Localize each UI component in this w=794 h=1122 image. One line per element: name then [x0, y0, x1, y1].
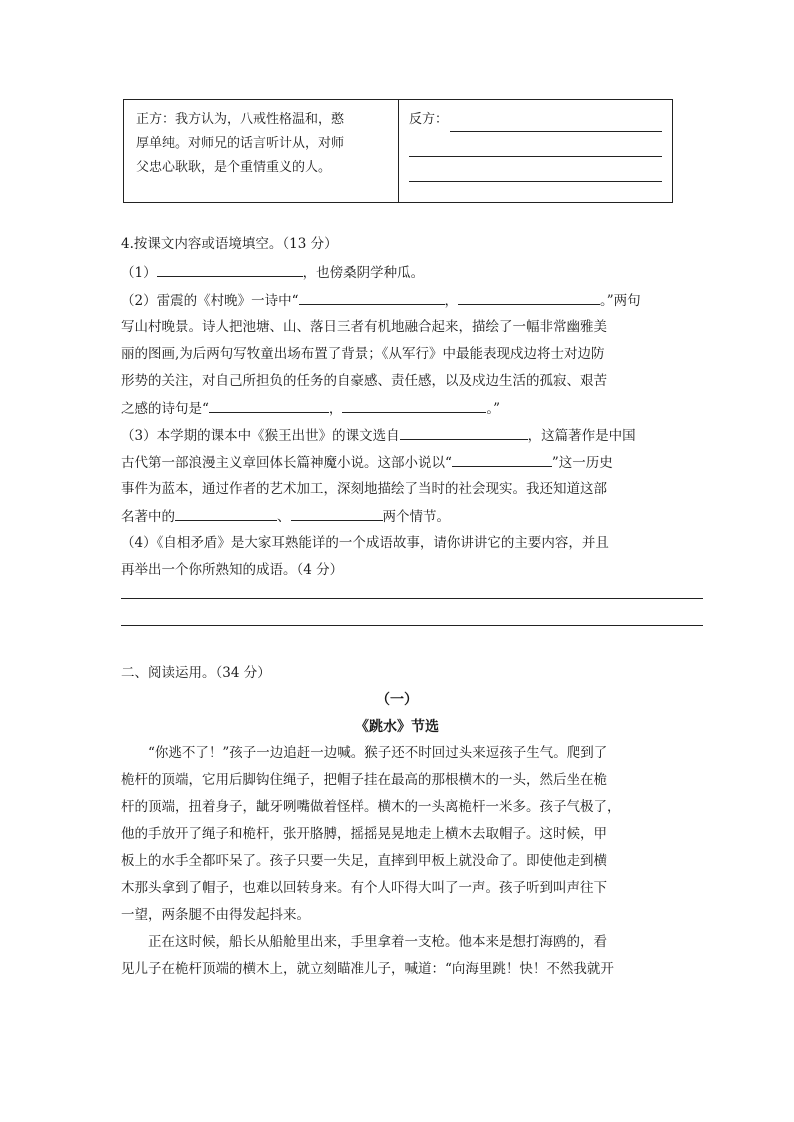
q4-item-3-blank-2[interactable] [452, 452, 552, 467]
passage-line: 正在这时候，船长从船舱里出来，手里拿着一支枪。他本来是想打海鸥的，看 [148, 934, 607, 950]
passage-line: 见儿子在桅杆顶端的横木上，就立刻瞄准儿子，喊道：“向海里跳！快！不然我就开 [121, 961, 614, 977]
q4-heading: 4.按课文内容或语境填空。（13 分） [121, 236, 338, 252]
q4-item-3-l4-tail: 两个情节。 [382, 509, 450, 525]
q4-item-3-l4-sep: 、 [277, 509, 291, 525]
q4-item-3-blank-4[interactable] [291, 506, 383, 521]
affirmative-cell [124, 100, 399, 202]
q4-item-3-tail: ，这篇著作是中国 [527, 428, 636, 444]
q4-item-2-comma: ， [444, 293, 458, 309]
q4-item-2-l5-tail: 。” [486, 401, 501, 417]
q4-item-2-line-5 [121, 398, 500, 419]
q4-item-3-l4-head: 名著中的 [121, 509, 175, 525]
q4-item-2-head: （2）雷震的《村晚》一诗中“ [121, 293, 299, 309]
debate-table [123, 99, 673, 203]
passage-line: “你逃不了！”孩子一边追赶一边喊。猴子还不时回过头来逗孩子生气。爬到了 [148, 745, 608, 761]
q4-item-3-line-3: 事件为蓝本，通过作者的艺术加工，深刻地描绘了当时的社会现实。我还知道这部 [121, 481, 607, 497]
q4-item-1-number: （1） [121, 265, 157, 281]
passage-line: 板上的水手全都吓呆了。孩子只要一失足，直摔到甲板上就没命了。即使他走到横 [121, 853, 607, 869]
q4-item-3-line-1 [121, 425, 636, 446]
passage-line: 杆的顶端，扭着身子，龇牙咧嘴做着怪样。横木的一头离桅杆一米多。孩子气极了， [121, 799, 621, 815]
passage-title: 《跳水》节选 [355, 719, 439, 735]
passage-line: 木那头拿到了帽子，也难以回转身来。有个人吓得大叫了一声。孩子听到叫声往下 [121, 880, 607, 896]
q4-item-4-line-1: （4）《自相矛盾》是大家耳熟能详的一个成语故事，请你讲讲它的主要内容，并且 [121, 535, 609, 551]
q4-item-2-line-4: 形势的关注，对自己所担负的任务的自豪感、责任感，以及戍边生活的孤寂、艰苦 [121, 373, 607, 389]
negative-answer-line-1[interactable] [450, 114, 662, 132]
q4-item-2-l5-head: 之感的诗句是“ [121, 401, 209, 417]
passage-paragraph-2 [121, 929, 705, 983]
negative-label: 反方： [409, 112, 449, 127]
affirmative-line: 厚单纯。对师兄的话言听计从，对师 [136, 136, 345, 151]
q4-item-3-line-2 [121, 452, 613, 473]
q4-item-3-blank-3[interactable] [175, 506, 277, 521]
q4-item-2-blank-1[interactable] [299, 290, 445, 305]
passage-line: 他的手放开了绳子和桅杆，张开胳膊，摇摇晃晃地走上横木去取帽子。这时候，甲 [121, 826, 607, 842]
q4-item-1-blank[interactable] [157, 262, 303, 277]
answer-line-2[interactable] [121, 625, 703, 626]
affirmative-line: 正方：我方认为，八戒性格温和，憨 [136, 112, 345, 127]
q4-item-2-line-1 [121, 290, 641, 311]
q4-item-4-line-2: 再举出一个你所熟知的成语。（4 分） [121, 562, 344, 578]
negative-answer-line-2[interactable] [409, 132, 662, 157]
q4-item-2-blank-2[interactable] [458, 290, 600, 305]
negative-cell [399, 100, 672, 202]
q4-item-2-line-3: 丽的图画,为后两句写牧童出场布置了背景；《从军行》中最能表现戍边将士对边防 [121, 346, 605, 362]
passage-line: 桅杆的顶端，它用后脚钩住绳子，把帽子挂在最高的那根横木的一头，然后坐在桅 [121, 772, 607, 788]
q4-item-1 [121, 262, 424, 283]
passage-part-label: （一） [376, 692, 418, 708]
q4-item-2-blank-4[interactable] [342, 398, 486, 413]
q4-item-2-blank-3[interactable] [209, 398, 329, 413]
passage-paragraph-1 [121, 740, 705, 929]
q4-item-3-line-4 [121, 506, 450, 527]
q4-item-3-blank-1[interactable] [400, 425, 528, 440]
q4-item-3-l2-tail: ”这一历史 [551, 455, 613, 471]
q4-item-2-l5-comma: ， [328, 401, 343, 417]
q4-item-3-head: （3）本学期的课本中《猴王出世》的课文选自 [121, 428, 400, 444]
passage-line: 一望，两条腿不由得发起抖来。 [121, 907, 310, 923]
section2-heading: 二、阅读运用。（34 分） [121, 665, 271, 681]
q4-item-2-line-2: 写山村晚景。诗人把池塘、山、落日三者有机地融合起来，描绘了一幅非常幽雅美 [121, 319, 607, 335]
answer-line-1[interactable] [121, 598, 703, 599]
affirmative-line: 父忠心耿耿，是个重情重义的人。 [136, 160, 332, 175]
q4-item-3-l2-head: 古代第一部浪漫主义章回体长篇神魔小说。这部小说以“ [121, 455, 452, 471]
negative-answer-line-3[interactable] [409, 157, 662, 182]
q4-item-2-tail: 。”两句 [600, 293, 641, 309]
q4-item-1-tail: ，也傍桑阴学种瓜。 [302, 265, 425, 281]
